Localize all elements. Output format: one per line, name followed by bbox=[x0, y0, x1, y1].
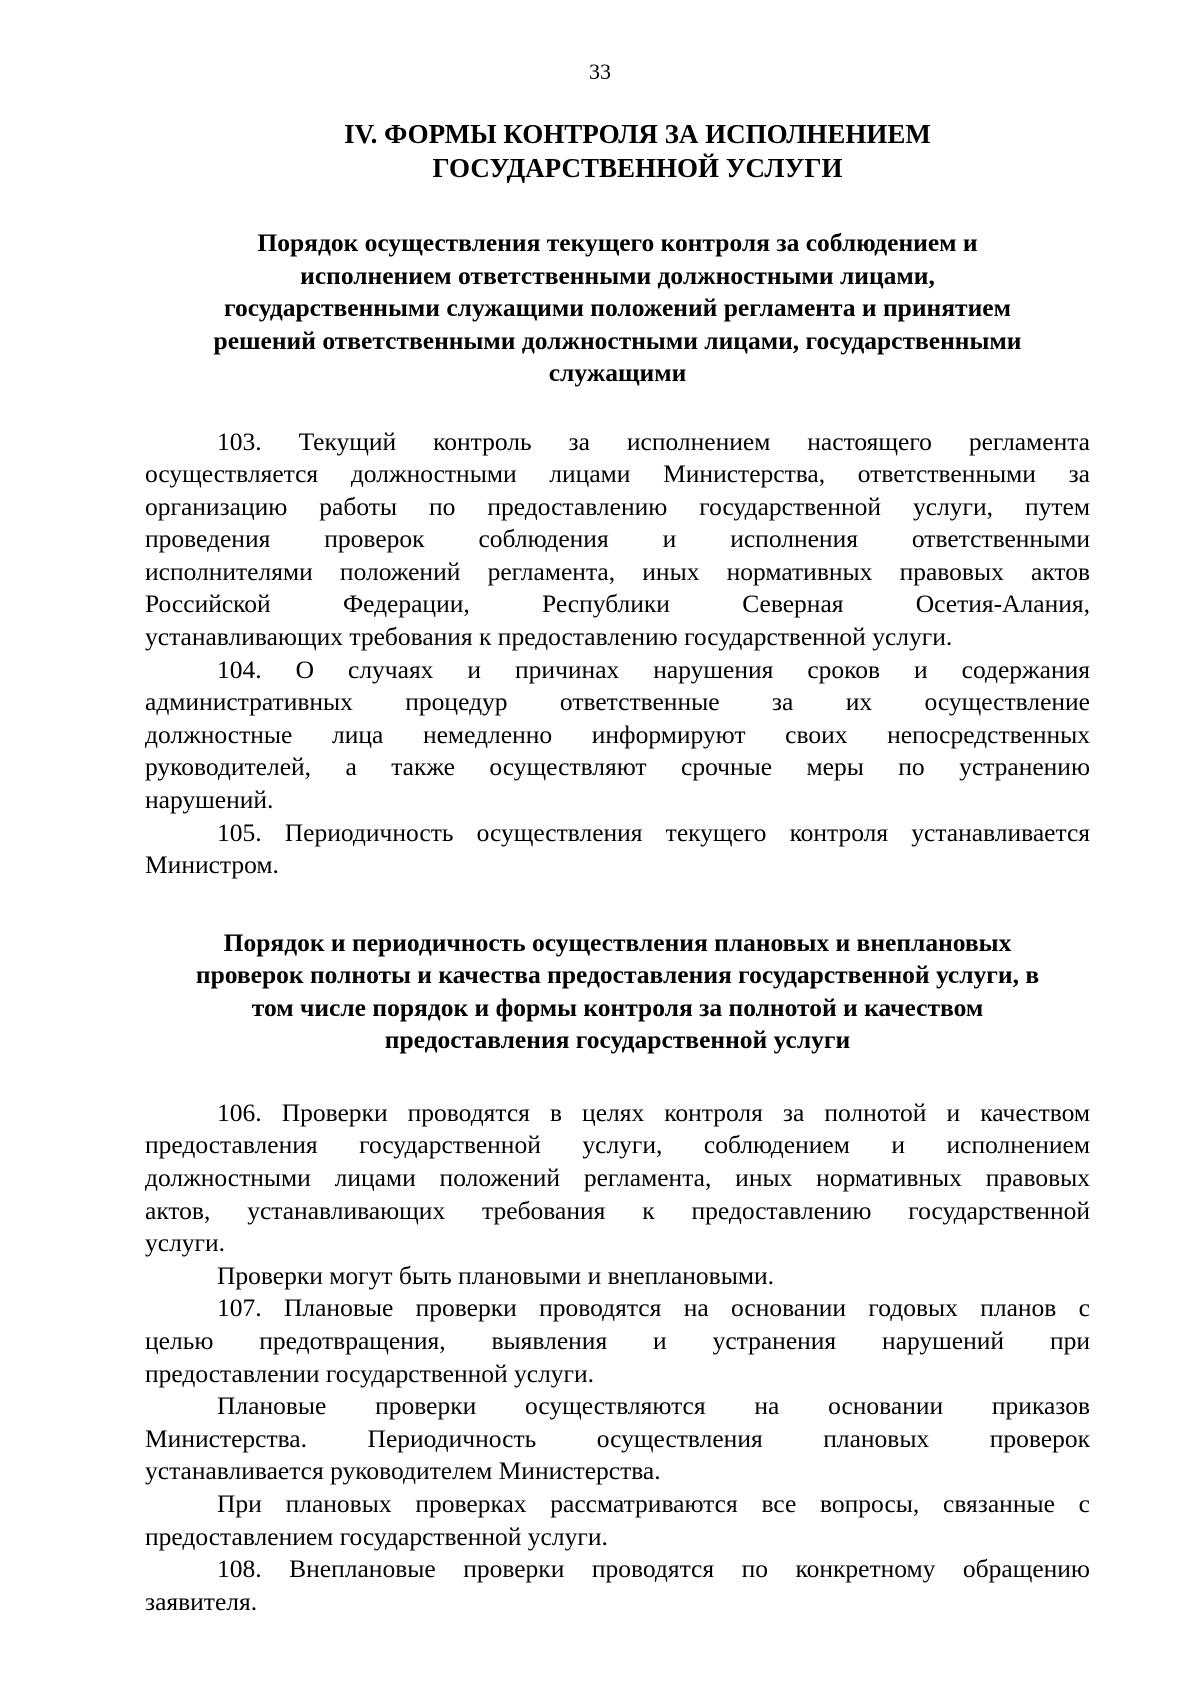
text-line: предоставления государственной услуги, соблюдением и исполнением bbox=[145, 1130, 1090, 1160]
section-body bbox=[145, 1097, 1090, 1619]
text-line: организацию работы по предоставлению государственной услуги, путем bbox=[145, 491, 1090, 521]
text-line: Министерства. Периодичность осуществления плановых проверок bbox=[145, 1423, 1090, 1453]
chapter-title-line: IV. ФОРМЫ КОНТРОЛЯ ЗА ИСПОЛНЕНИЕМ bbox=[344, 119, 931, 149]
document-content bbox=[145, 117, 1090, 1618]
section-heading-line: том числе порядок и формы контроля за полнотой и качеством bbox=[251, 992, 984, 1022]
text-line: заявителя. bbox=[145, 1586, 258, 1616]
text-line: административных процедур ответственные за их осуществление bbox=[145, 687, 1090, 717]
section-heading bbox=[145, 227, 1090, 390]
text-line: актов, устанавливающих требования к предоставлению государственной bbox=[145, 1195, 1090, 1225]
paragraph-107 bbox=[145, 1292, 1090, 1390]
text-line: исполнителями положений регламента, иных нормативных правовых актов bbox=[145, 556, 1090, 586]
text-line: устанавливается руководителем Министерства. bbox=[145, 1456, 661, 1486]
paragraph-checks-types bbox=[145, 1260, 1090, 1293]
text-line: нарушений. bbox=[145, 785, 274, 815]
section-heading-line: решений ответственными должностными лицами, государственными bbox=[213, 325, 1022, 355]
page-number: 33 bbox=[589, 59, 611, 84]
text-line: Министром. bbox=[145, 850, 279, 880]
text-line: должностными лицами положений регламента, иных нормативных правовых bbox=[145, 1163, 1090, 1192]
section-heading-line: Порядок осуществления текущего контроля за соблюдением и bbox=[257, 228, 978, 257]
chapter-title bbox=[145, 117, 1090, 185]
text-line: устанавливающих требования к предоставлению государственной услуги. bbox=[145, 622, 953, 652]
text-line: 103. Текущий контроль за исполнением настоящего регламента bbox=[217, 426, 1090, 456]
text-line: Плановые проверки осуществляются на основании приказов bbox=[217, 1391, 1090, 1421]
paragraph-105 bbox=[145, 817, 1090, 882]
section-heading-line: исполнением ответственными должностными лицами, bbox=[300, 260, 935, 290]
section-heading-line: предоставления государственной услуги bbox=[384, 1025, 851, 1055]
text-line: целью предотвращения, выявления и устранения нарушений при bbox=[145, 1325, 1090, 1355]
paragraph-103 bbox=[145, 426, 1090, 654]
text-line: руководителей, а также осуществляют срочные меры по устранению bbox=[145, 752, 1090, 782]
text-line: должностные лица немедленно информируют своих непосредственных bbox=[145, 719, 1090, 749]
text-line: 107. Плановые проверки проводятся на основании годовых планов с bbox=[217, 1293, 1090, 1323]
text-line: предоставлением государственной услуги. bbox=[145, 1521, 608, 1551]
chapter-title-line: ГОСУДАРСТВЕННОЙ УСЛУГИ bbox=[432, 153, 843, 183]
paragraph-planned-scope bbox=[145, 1488, 1090, 1553]
section-heading-line: Порядок и периодичность осуществления плановых и внеплановых bbox=[223, 927, 1012, 957]
text-line: Российской Федерации, Республики Северная Осетия-Алания, bbox=[145, 589, 1090, 619]
text-line: 104. О случаях и причинах нарушения сроков и содержания bbox=[217, 654, 1090, 684]
section-body bbox=[145, 426, 1090, 882]
section-heading-line: государственными служащими положений регламента и принятием bbox=[224, 293, 1011, 322]
section-heading-line: проверок полноты и качества предоставления государственной услуги, в bbox=[195, 960, 1040, 990]
paragraph-104 bbox=[145, 654, 1090, 817]
text-line: При плановых проверках рассматриваются все вопросы, связанные с bbox=[217, 1488, 1090, 1518]
paragraph-106 bbox=[145, 1097, 1090, 1260]
paragraph-planned-orders bbox=[145, 1390, 1090, 1488]
paragraph-108 bbox=[145, 1553, 1090, 1618]
text-line: услуги. bbox=[145, 1228, 226, 1258]
text-line: 105. Периодичность осуществления текущего контроля устанавливается bbox=[217, 817, 1090, 847]
text-line: осуществляется должностными лицами Министерства, ответственными за bbox=[145, 459, 1090, 489]
section-heading bbox=[145, 927, 1090, 1057]
text-line: 108. Внеплановые проверки проводятся по конкретному обращению bbox=[217, 1554, 1090, 1584]
text-line: 106. Проверки проводятся в целях контроля за полнотой и качеством bbox=[217, 1097, 1090, 1127]
text-line: предоставлении государственной услуги. bbox=[145, 1358, 595, 1388]
section-heading-line: служащими bbox=[548, 358, 687, 387]
text-line: Проверки могут быть плановыми и внеплановыми. bbox=[217, 1260, 775, 1290]
text-line: проведения проверок соблюдения и исполнения ответственными bbox=[145, 524, 1090, 554]
